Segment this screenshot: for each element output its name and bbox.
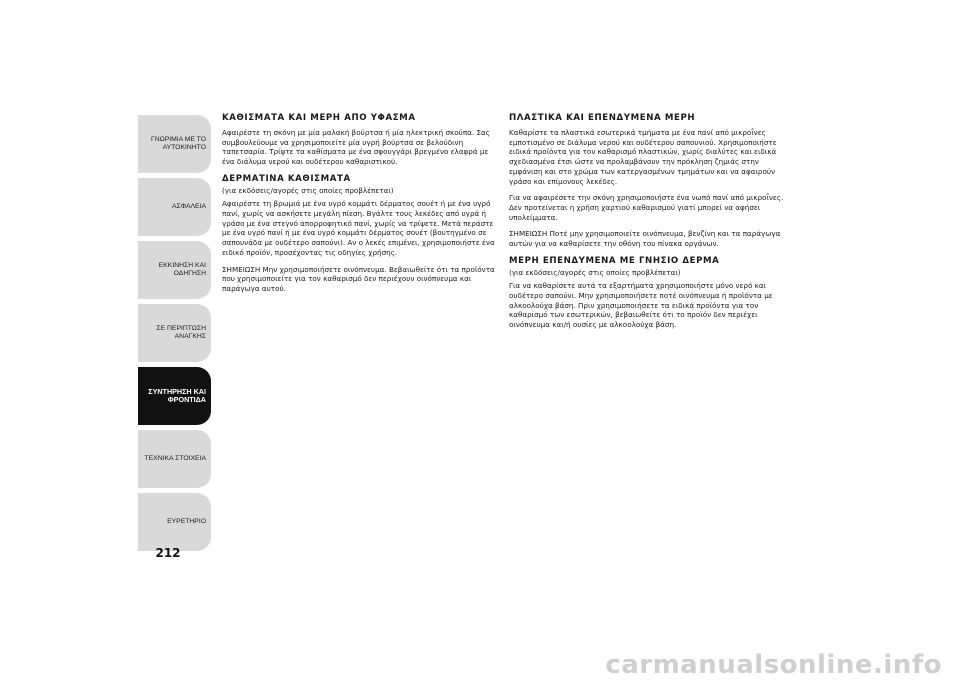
- left-column: [222, 113, 497, 301]
- tab-safety[interactable]: [138, 178, 211, 236]
- tab-label: ΓΝΩΡΙΜΙΑ ΜΕ ΤΟ ΑΥΤΟΚΙΝΗΤΟ: [150, 136, 206, 151]
- tab-label: ΕΚΚΙΝΗΣΗ ΚΑΙ ΟΔΗΓΗΣΗ: [158, 262, 206, 277]
- tab-technical-data[interactable]: [138, 430, 211, 488]
- note-paragraph: ΣΗΜΕΙΩΣΗ Ποτέ μην χρησιμοποιείτε οινόπνευμα, βενζίνη και τα παράγωγα αυτών για να καθαρίσετε την οθόνη του πίνακα οργάνων.: [509, 229, 781, 249]
- paragraph: Καθαρίστε τα πλαστικά εσωτερικά τμήματα με ένα πανί από μικροΐνες εμποτισμένο σε διάλυμα νερού και ουδέτερου σαπουνιού. Χρησιμοποιήστε ειδικά προϊόντα για τον καθαρισμό πλαστικών, χωρίς διαλύτες και ειδικά σχεδιασμένα έτσι ώστε να προλαμβάνουν την πρόκληση ζημιάς στην εμφάνιση και στο χρώμα των κατεργασμένων τμημάτων και να αφαιρούν γράσο και επίμονους λεκέδες.: [509, 128, 777, 186]
- section-heading-plastic-parts: ΠΛΑΣΤΙΚΑ ΚΑΙ ΕΠΕΝΔΥΜΕΝΑ ΜΕΡΗ: [509, 113, 696, 123]
- page-number: 212: [155, 546, 181, 560]
- paragraph: Αφαιρέστε τη σκόνη με μία μαλακή βούρτσα ή μία ηλεκτρική σκούπα. Σας συμβουλεύουμε να χρησιμοποιείτε μία υγρή βούρτσα σε βελούδινη ταπετσαρία. Τρίψτε τα καθίσματα με ένα σφουγγάρι βρεγμένο ελαφρά με ένα διάλυμα νερού και ουδέτερου καθαριστικού.: [222, 128, 490, 167]
- note-paragraph: ΣΗΜΕΙΩΣΗ Μην χρησιμοποιήσετε οινόπνευμα. Βεβαιωθείτε ότι τα προϊόντα που χρησιμοποιείτε για τον καθαρισμό δεν περιέχουν οινόπνευμα και παράγωγα αυτού.: [222, 264, 495, 293]
- availability-note: (για εκδόσεις/αγορές στις οποίες προβλέπεται): [509, 267, 681, 277]
- section-heading-fabric-seats: ΚΑΘΙΣΜΑΤΑ ΚΑΙ ΜΕΡΗ ΑΠΟ ΥΦΑΣΜΑ: [222, 113, 416, 123]
- tab-getting-to-know-car[interactable]: [138, 115, 211, 173]
- watermark: carmanualsonline.info: [605, 650, 942, 680]
- tab-label: ΕΥΡΕΤΗΡΙΟ: [167, 518, 206, 525]
- right-column: [509, 113, 784, 337]
- tab-starting-driving[interactable]: [138, 241, 211, 299]
- tab-label: ΣΥΝΤΗΡΗΣΗ ΚΑΙ ΦΡΟΝΤΙΔΑ: [148, 387, 206, 404]
- section-heading-leather-seats: ΔΕΡΜΑΤΙΝΑ ΚΑΘΙΣΜΑΤΑ: [222, 173, 351, 184]
- tab-maintenance-care[interactable]: [138, 367, 211, 425]
- tab-index[interactable]: [138, 493, 211, 551]
- paragraph: Αφαιρέστε τη βρωμιά με ένα υγρό κομμάτι δέρματος σουέτ ή με ένα υγρό πανί, χωρίς να ασκήσετε μεγάλη πίεση. Βγάλτε τους λεκέδες από υγρά ή γράσο με ένα στεγνό απορροφητικό πανί, χωρίς να τρίψετε. Μετά περάστε με ένα υγρό πανί ή με ένα υγρό κομμάτι δέρματος σουέτ (βουτηγμένο σε σαπουνάδα με ουδέτερο σαπούνι). Αν ο λεκές επιμένει, χρησιμοποιήστε ένα ειδικό προϊόν, προσέχοντας τις οδηγίες χρήσης.: [222, 199, 495, 257]
- paragraph: Για να αφαιρέσετε την σκόνη χρησιμοποιήστε ένα νωπό πανί από μικροΐνες. Δεν προτείνεται η χρήση χαρτιού καθαρισμού γιατί μπορεί να αφήσει υπολείμματα.: [509, 193, 784, 222]
- tab-label: ΑΣΦΑΛΕΙΑ: [172, 203, 206, 210]
- tab-emergency[interactable]: [138, 304, 211, 362]
- tab-label: ΤΕΧΝΙΚΑ ΣΤΟΙΧΕΙΑ: [144, 455, 206, 462]
- tab-label: ΣΕ ΠΕΡΙΠΤΩΣΗ ΑΝΑΓΚΗΣ: [156, 325, 206, 340]
- paragraph: Για να καθαρίσετε αυτά τα εξαρτήματα χρησιμοποιήστε μόνο νερό και ουδέτερο σαπούνι. Μην χρησιμοποιήσετε ποτέ οινόπνευμα ή προϊόντα με αλκοολούχα βάση. Πριν χρησιμοποιήσετε τα ειδικά προϊόντα για τον καθαρισμό των εσωτερικών, βεβαιωθείτε ότι το προϊόν δεν περιέχει οινόπνευμα και/ή ουσίες με αλκοολούχα βάση.: [509, 281, 773, 330]
- availability-note: (για εκδόσεις/αγορές στις οποίες προβλέπεται): [222, 185, 394, 195]
- section-heading-genuine-leather-parts: ΜΕΡΗ ΕΠΕΝΔΥΜΕΝΑ ΜΕ ΓΝΗΣΙΟ ΔΕΡΜΑ: [509, 255, 720, 266]
